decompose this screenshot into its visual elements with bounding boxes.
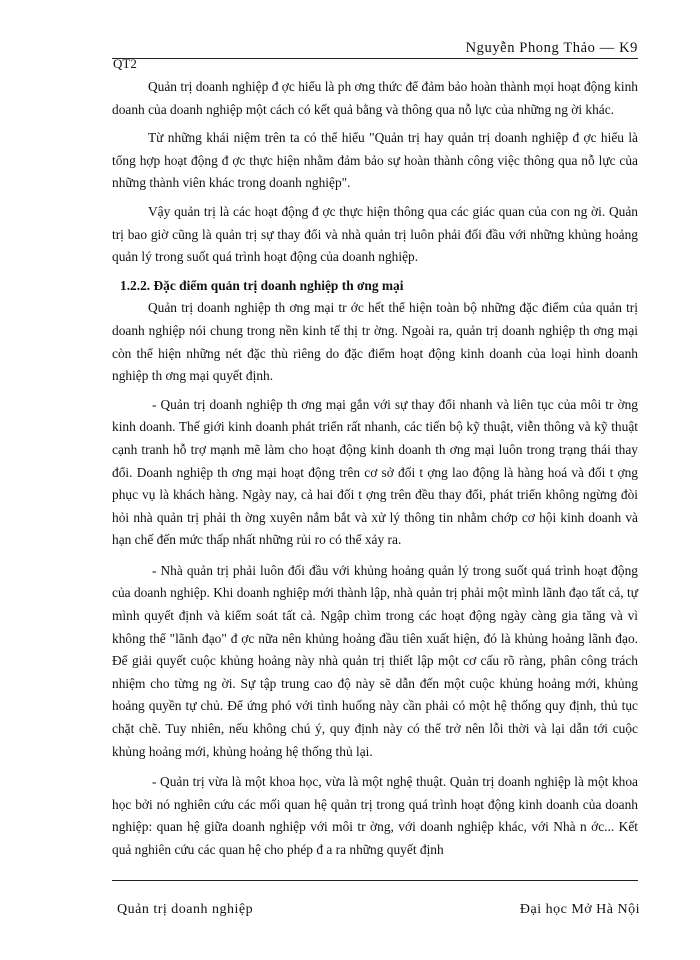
header-rule (112, 58, 638, 59)
paragraph-2: Từ những khái niệm trên ta có thể hiểu "Quản trị hay quản trị doanh nghiệp đ ợc hiểu là tổng hợp hoạt động đ ợc thực hiện nhằm đảm bảo sự hoàn thành công việc thông qua nỗ lực của những thành viên khác trong doanh nghiệp". (112, 130, 638, 191)
footer-right: Đại học Mở Hà Nội (519, 902, 640, 917)
paragraph-4: Quản trị doanh nghiệp th ơng mại tr ớc hết thể hiện toàn bộ những đặc điểm của quản trị doanh nghiệp nói chung trong nền kinh tế thị tr ờng. Ngoài ra, quản trị doanh nghiệp th ơng mại còn thể hiện những nét đặc thù riêng do đặc điểm hoạt động kinh doanh của loại hình doanh nghiệp th ơng mại quyết định. (112, 300, 638, 384)
bullet-paragraph-2: - Nhà quản trị phải luôn đối đầu với khủng hoảng quản lý trong suốt quá trình hoạt động của doanh nghiệp. Khi doanh nghiệp mới thành lập, nhà quản trị phải một mình lãnh đạo tất cả, tự mình quyết định và kiểm soát tất cả. Ngập chìm trong các hoạt động ngày càng gia tăng và vì không thể "lãnh đạo" đ ợc nữa nên khủng hoảng đầu tiên xuất hiện, đó là khủng hoảng lãnh đạo. Để giải quyết cuộc khủng hoảng này nhà quản trị thiết lập một cơ cấu rõ ràng, phân công trách nhiệm cho từng ng ời. Sự tập trung cao độ này sẽ dẫn đến một cuộc khủng hoảng mới, khủng hoảng quyền tự chủ. Để ứng phó với tình huống này cần phải có một hệ thống quy định, thủ tục chặt chẽ. Tuy nhiên, nếu không chú ý, quy định này có thể trở nên lỗi thời và lại dẫn tới cuộc khủng hoảng mới, khủng hoảng hệ thống thủ lại. (112, 562, 638, 759)
header-author: Nguyễn Phong Thảo — K9 (465, 40, 638, 56)
paragraph-1: Quản trị doanh nghiệp đ ợc hiểu là ph ơng thức để đảm bảo hoàn thành mọi hoạt động kinh doanh của doanh nghiệp một cách có kết quả bằng và thông qua nỗ lực của những ng ời khác. (112, 79, 638, 117)
header-code: QT2 (113, 56, 137, 71)
footer-left: Quản trị doanh nghiệp (117, 902, 254, 917)
bullet-paragraph-3: - Quản trị vừa là một khoa học, vừa là một nghệ thuật. Quản trị doanh nghiệp là một khoa học bởi nó nghiên cứu các mối quan hệ quản trị trong quá trình hoạt động kinh doanh của doanh nghiệp: quan hệ giữa doanh nghiệp với môi tr ờng, với doanh nghiệp khác, với Nhà n ớc... Kết quả nghiên cứu các quan hệ cho phép đ a ra những quyết định (112, 774, 638, 857)
bullet-paragraph-1: - Quản trị doanh nghiệp th ơng mại gắn với sự thay đổi nhanh và liên tục của môi tr ờng kinh doanh. Thế giới kinh doanh phát triển rất nhanh, các tiến bộ kỹ thuật, viễn thông và kỹ thuật cạnh tranh hỗ trợ mạnh mẽ làm cho hoạt động kinh doanh th ơng mại luôn trong trạng thái thay đổi. Doanh nghiệp th ơng mại hoạt động trên cơ sở đối t ợng lao động là hàng hoá và đối t ợng phục vụ là khách hàng. Ngày nay, cả hai đối t ợng trên đều thay đổi, phát triển không ngừng đòi hỏi nhà quản trị phải th ờng xuyên nắm bắt và xử lý thông tin nhằm chớp cơ hội kinh doanh và hạn chế đến mức thấp nhất những rủi ro có thể xảy ra. (112, 396, 638, 548)
paragraph-3: Vậy quản trị là các hoạt động đ ợc thực hiện thông qua các giác quan của con ng ời. Quản trị bao giờ cũng là quản trị sự thay đổi và nhà quản trị luôn phải đối đầu với những khủng hoảng quản lý trong suốt quá trình hoạt động của doanh nghiệp. (112, 203, 638, 265)
footer-rule (112, 880, 638, 881)
document-body (112, 76, 638, 870)
section-heading: 1.2.2. Đặc điểm quản trị doanh nghiệp th ơng mại (120, 277, 404, 293)
